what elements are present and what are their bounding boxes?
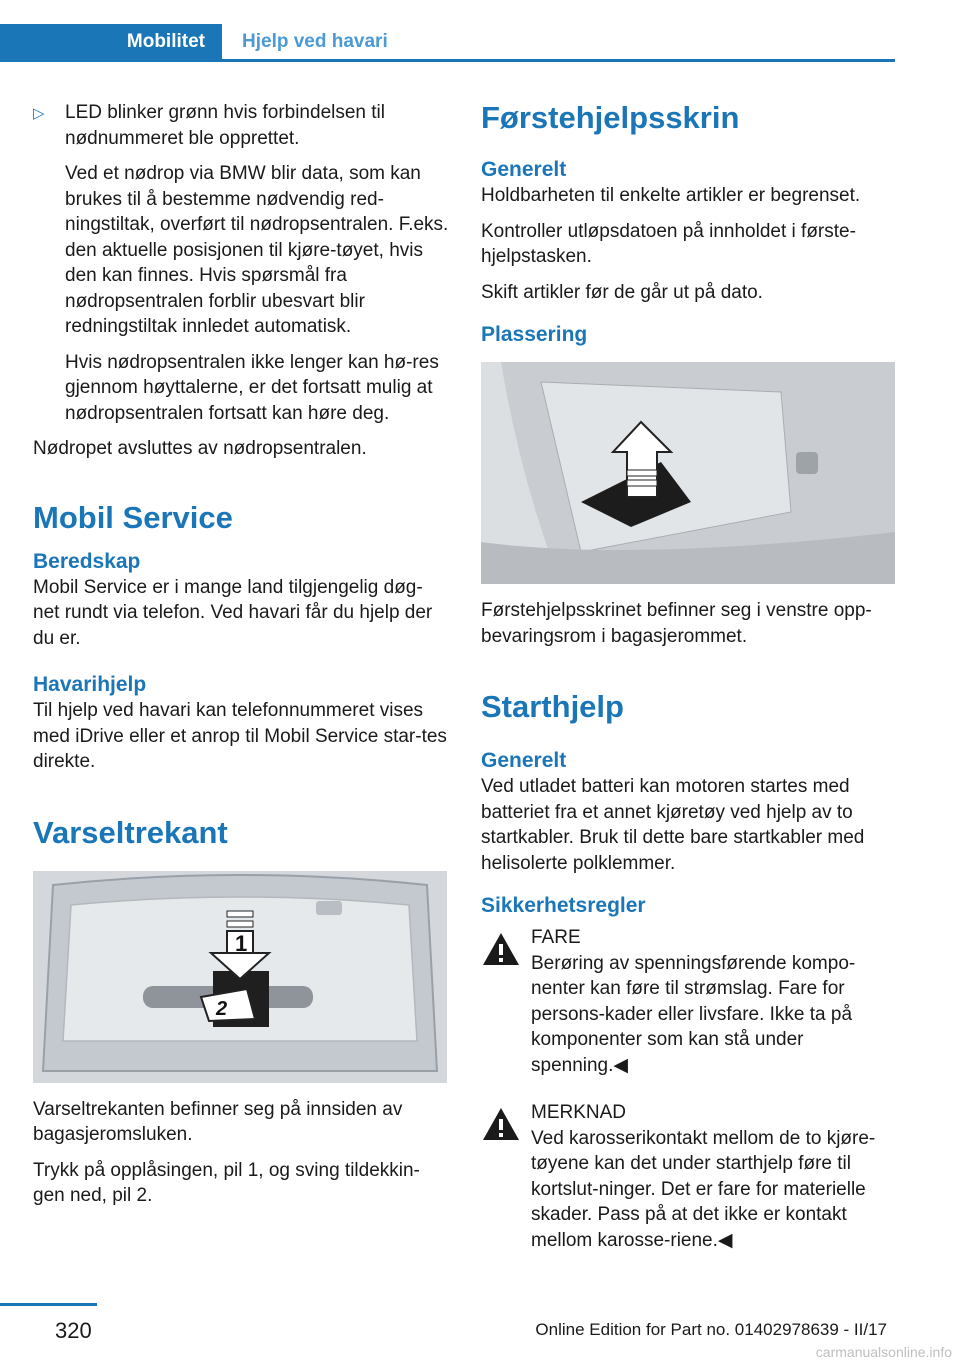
header-rule xyxy=(0,59,895,62)
subheading-plassering: Plassering xyxy=(481,323,588,346)
trunk-compartment-illustration xyxy=(481,362,895,584)
paragraph: Kontroller utløpsdatoen på innholdet i første-hjelpstasken. xyxy=(481,220,856,267)
subheading-generelt: Generelt xyxy=(481,158,567,181)
paragraph: Ved et nødrop via BMW blir data, som kan brukes til å bestemme nødvendig red-ningstiltak, overført til nødropsentralen. F.eks. den aktuelle posisjonen til kjøre-tøyet, hvis den kan finnes. Hvis spørsmål fra nødropsentralen forblir ubesvart blir redningstiltak innledet automatisk. xyxy=(65,163,449,337)
tab-mobilitet[interactable]: Mobilitet xyxy=(0,24,222,60)
paragraph: Holdbarheten til enkelte artikler er begrenset. xyxy=(481,185,861,206)
warning-label: FARE xyxy=(531,927,581,948)
bullet-item: ▷ LED blinker grønn hvis forbindelsen til nødnummeret ble opprettet. xyxy=(33,102,385,149)
watermark: carmanualsonline.info xyxy=(815,1344,952,1360)
warning-triangle-icon xyxy=(481,931,521,967)
heading-varseltrekant: Varseltrekant xyxy=(33,814,228,850)
svg-text:1: 1 xyxy=(235,930,248,956)
heading-starthjelp: Starthjelp xyxy=(481,689,624,724)
page-header xyxy=(0,0,895,62)
paragraph: Nødropet avsluttes av nødropsentralen. xyxy=(33,438,367,459)
paragraph: Til hjelp ved havari kan telefonnummeret vises med iDrive eller et anrop til Mobil Service star-tes direkte. xyxy=(33,700,447,772)
paragraph: Skift artikler før de går ut på dato. xyxy=(481,281,763,303)
subheading-beredskap: Beredskap xyxy=(33,549,141,573)
heading-forstehjelpsskrin: Førstehjelpsskrin xyxy=(481,100,740,135)
trunk-lid-svg xyxy=(33,871,447,1083)
bullet-triangle-icon: ▷ xyxy=(33,105,45,122)
page-number: 320 xyxy=(55,1318,92,1343)
right-column xyxy=(481,100,897,1263)
heading-mobil-service: Mobil Service xyxy=(33,499,233,535)
paragraph: Hvis nødropsentralen ikke lenger kan hø-res gjennom høyttalerne, er det fortsatt mulig at nødropsentralen fortsatt kan høre deg. xyxy=(65,351,439,424)
subheading-generelt-2: Generelt xyxy=(481,749,567,772)
paragraph: Førstehjelpsskrinet befinner seg i venstre opp-bevaringsrom i bagasjerommet. xyxy=(481,600,872,647)
svg-text:2: 2 xyxy=(216,997,228,1020)
paragraph: Varseltrekanten befinner seg på innsiden av bagasjeromsluken. xyxy=(33,1098,403,1145)
warning-triangle-icon xyxy=(481,1106,521,1142)
subheading-sikkerhetsregler: Sikkerhetsregler xyxy=(481,894,646,917)
trunk-lid-illustration xyxy=(33,871,447,1083)
paragraph: Ved utladet batteri kan motoren startes med batteriet fra et annet kjøretøy ved hjelp av to startkabler. Bruk til dette bare startkabler med helisolerte polklemmer. xyxy=(481,776,865,874)
warning-text: Ved karosserikontakt mellom de to kjøre-tøyene kan det under starthjelp føre til kortslut-ninger. Det er fare for materielle skader. Pass på at det ikke er kontakt mellom karosse-riene.◀ xyxy=(531,1127,876,1251)
paragraph: Mobil Service er i mange land tilgjengelig døg-net rundt via telefon. Ved havari får du hjelp der du er. xyxy=(33,576,433,649)
warning-fare xyxy=(481,925,897,1078)
warning-text: Berøring av spenningsførende kompo-nenter kan føre til strømslag. Fare for persons-kader eller livsfare. Ikke ta på komponenter som kan stå under spenning.◀ xyxy=(531,952,856,1076)
tab-hjelp-ved-havari[interactable]: Hjelp ved havari xyxy=(242,31,388,52)
edition-text: Online Edition for Part no. 01402978639 - II/17 xyxy=(535,1320,887,1339)
subheading-havarihjelp: Havarihjelp xyxy=(33,673,147,696)
warning-label: MERKNAD xyxy=(531,1102,627,1123)
warning-merknad xyxy=(481,1100,897,1253)
paragraph: Trykk på opplåsingen, pil 1, og sving tildekkin-gen ned, pil 2. xyxy=(33,1159,420,1206)
left-column xyxy=(33,100,449,1219)
footer-rule xyxy=(0,1303,97,1306)
trunk-compartment-svg xyxy=(481,362,895,584)
